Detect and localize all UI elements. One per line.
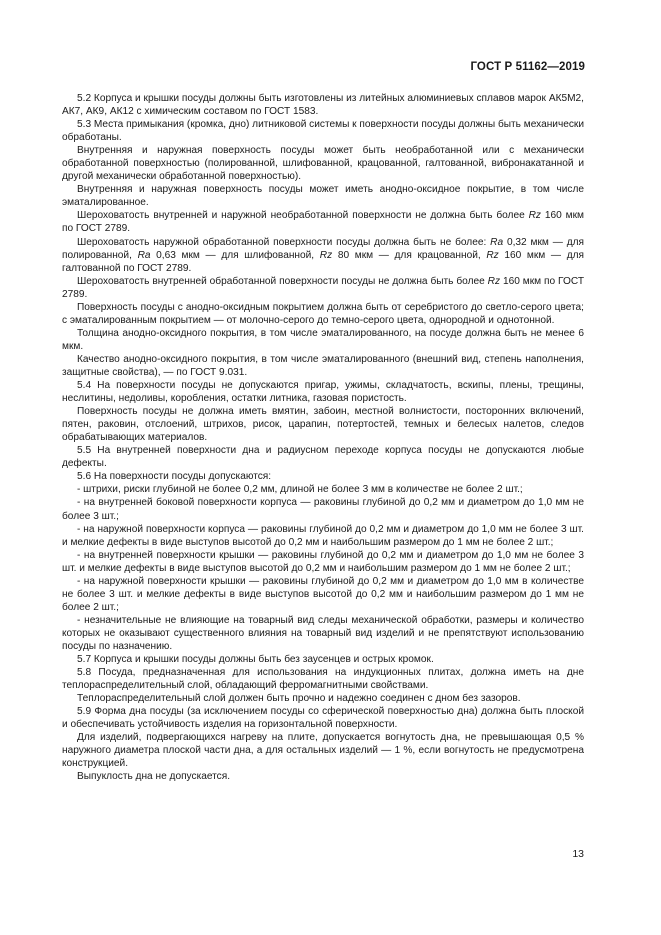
- list-item: - на наружной поверхности крышки — раковины глубиной до 0,2 мм и диаметром до 1,0 мм в количестве не более 3 шт. и мелкие дефекты в виде выступов высотой до 0,2 мм и наибольшим размером до 1 мм не более 2 шт.;: [62, 575, 584, 613]
- paragraph: Поверхность посуды с анодно-оксидным покрытием должна быть от серебристого до светло-серого цвета; с эматалированным покрытием — от молочно-серого до темно-серого цвета, однородной и однотонной.: [62, 301, 584, 326]
- paragraph: Шероховатость внутренней и наружной необработанной поверхности не должна быть более Rz 160 мкм по ГОСТ 2789.: [62, 210, 585, 235]
- paragraph: Для изделий, подвергающихся нагреву на плите, допускается вогнутость дна, не превышающая 0,5 % наружного диаметра плоской части дна, а для остальных изделий — 1 %, если вогнутость не предусмотрена конструкцией.: [62, 732, 584, 770]
- paragraph: 5.3 Места примыкания (кромка, дно) литниковой системы к поверхности посуды должны быть механически обработаны.: [62, 119, 585, 144]
- document-body: [62, 92, 584, 783]
- list-item: - штрихи, риски глубиной не более 0,2 мм, длиной не более 3 мм в количестве не более 2 шт.;: [77, 484, 523, 496]
- paragraph: 5.4 На поверхности посуды не допускаются пригар, ужимы, складчатость, вскипы, плены, трещины, неслитины, недоливы, коробления, остатки литника, газовая пористость.: [62, 380, 584, 405]
- paragraph: Выпуклость дна не допускается.: [77, 771, 231, 783]
- list-item: - на внутренней поверхности крышки — раковины глубиной до 0,2 мм и диаметром до 1,0 мм не более 3 шт. и мелкие дефекты в виде выступов высотой до 0,2 мм и наибольшим размером до 1 мм не более 2 шт.;: [62, 549, 584, 574]
- paragraph: 5.6 На поверхности посуды допускаются:: [77, 471, 272, 483]
- paragraph: Толщина анодно-оксидного покрытия, в том числе эматалированного, на посуде должна быть не менее 6 мкм.: [62, 327, 584, 352]
- paragraph: Внутренняя и наружная поверхность посуды может быть необработанной или с механически обработанной поверхностью (полированной, шлифованной, крацованной, галтованной, вибронакатанной и другой механически обработанной поверхностью).: [62, 145, 584, 183]
- paragraph: 5.5 На внутренней поверхности дна и радиусном переходе корпуса посуды не допускаются любые дефекты.: [62, 445, 584, 470]
- paragraph: Поверхность посуды не должна иметь вмятин, забоин, местной волнистости, посторонних включений, пятен, раковин, отслоений, штрихов, рисок, царапин, потертостей, темных и белесых налетов, следов обрабатывающих материалов.: [62, 406, 584, 444]
- list-item: - незначительные не влияющие на товарный вид следы механической обработки, размеры и количество которых не оказывают существенного влияния на товарный вид изделий и не препятствуют использованию посуды по назначению.: [62, 614, 584, 652]
- paragraph: 5.9 Форма дна посуды (за исключением посуды со сферической поверхностью дна) должна быть плоской и обеспечивать устойчивость изделия на горизонтальной поверхности.: [62, 706, 584, 731]
- page-number: 13: [572, 848, 584, 860]
- list-item: - на внутренней боковой поверхности корпуса — раковины глубиной до 0,2 мм и диаметром до 1,0 мм не более 3 шт.;: [62, 497, 584, 522]
- paragraph: Теплораспределительный слой должен быть прочно и надежно соединен с дном без зазоров.: [77, 693, 521, 705]
- paragraph: Внутренняя и наружная поверхность посуды может иметь анодно-оксидное покрытие, в том числе эматалированное.: [62, 184, 584, 209]
- paragraph: Качество анодно-оксидного покрытия, в том числе эматалированного (внешний вид, степень наполнения, защитные свойства), — по ГОСТ 9.031.: [62, 353, 584, 378]
- paragraph: 5.8 Посуда, предназначенная для использования на индукционных плитах, должна иметь на дне теплораспределительный слой, обладающий ферромагнитными свойствами.: [62, 667, 584, 692]
- paragraph: Шероховатость наружной обработанной поверхности посуды должна быть не более: Ra 0,32 мкм — для полированной, Ra 0,63 мкм — для шлифованной, Rz 80 мкм — для крацованной, Rz 160 мкм — для галтованной по ГОСТ 2789.: [62, 236, 585, 274]
- list-item: - на наружной поверхности корпуса — раковины глубиной до 0,2 мм и диаметром до 1,0 мм не более 3 шт. и мелкие дефекты в виде выступов высотой до 0,2 мм и наибольшим размером до 1 мм не более 2 шт.;: [62, 523, 584, 548]
- standard-header: ГОСТ Р 51162—2019: [470, 61, 585, 73]
- paragraph: 5.2 Корпуса и крышки посуды должны быть изготовлены из литейных алюминиевых сплавов марок АК5М2, АК7, АК9, АК12 с химическим составом по ГОСТ 1583.: [62, 93, 584, 118]
- paragraph: Шероховатость внутренней обработанной поверхности посуды не должна быть более Rz 160 мкм по ГОСТ 2789.: [62, 275, 585, 300]
- paragraph: 5.7 Корпуса и крышки посуды должны быть без заусенцев и острых кромок.: [77, 654, 434, 666]
